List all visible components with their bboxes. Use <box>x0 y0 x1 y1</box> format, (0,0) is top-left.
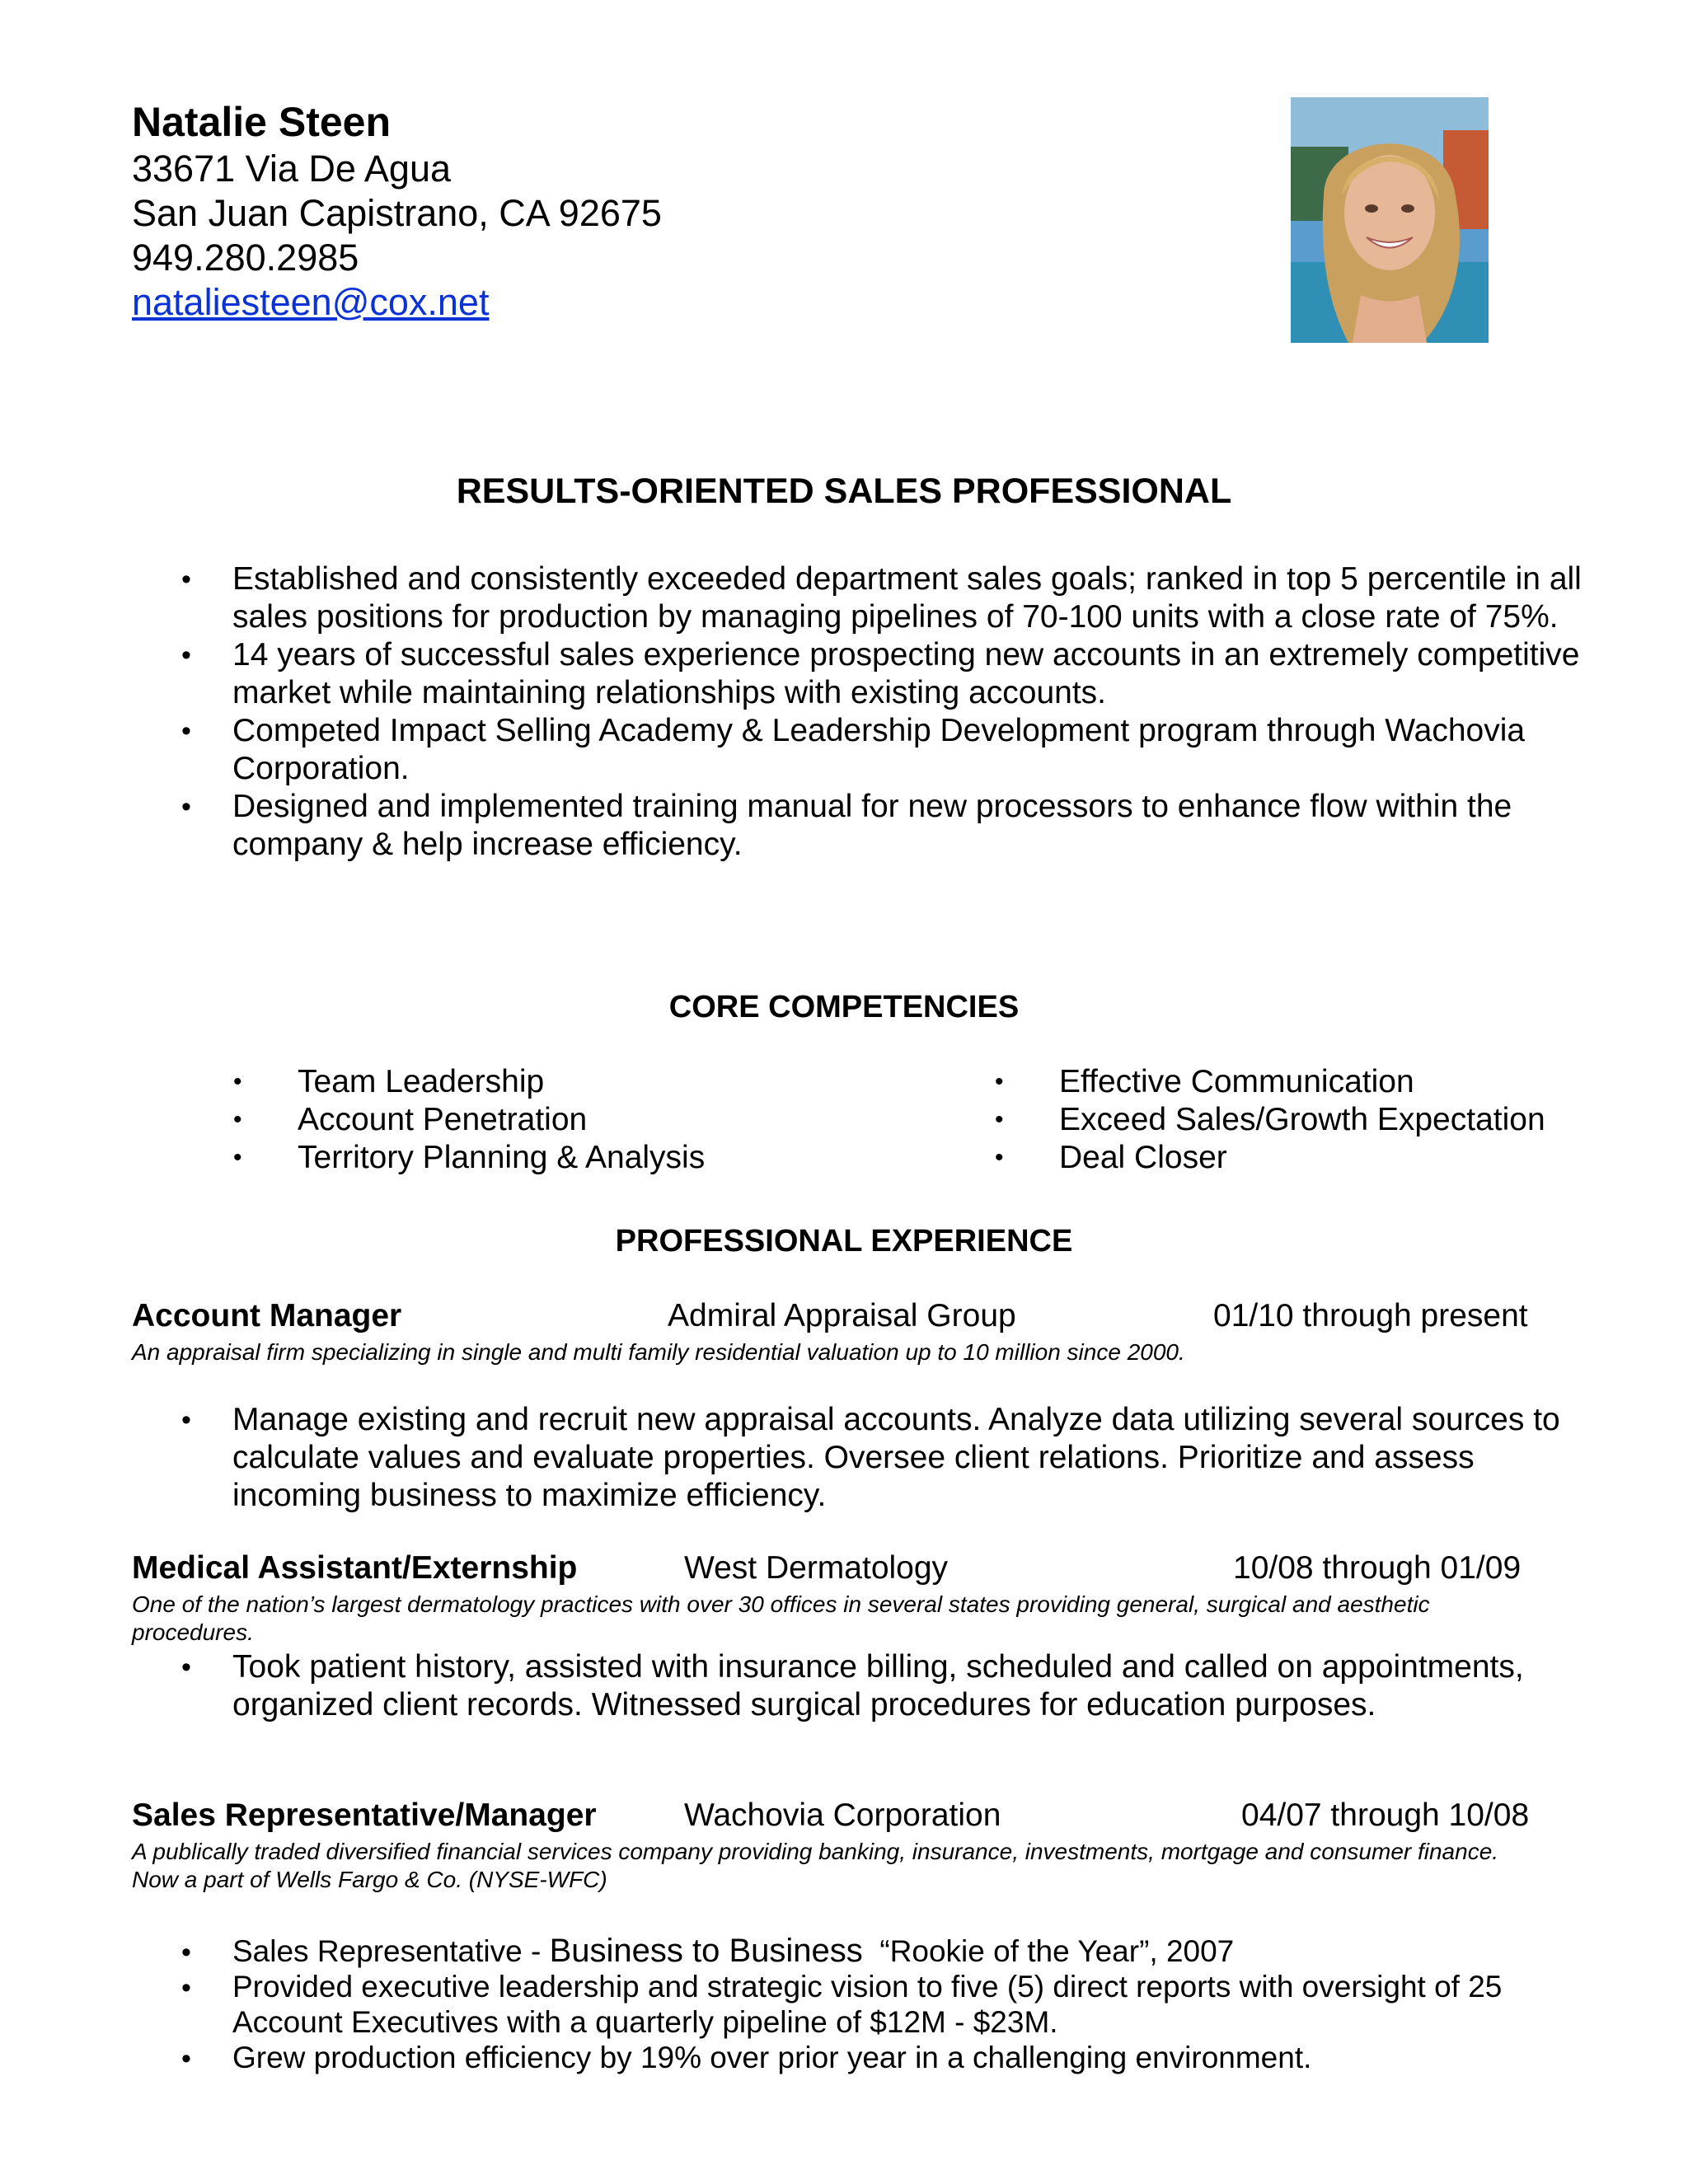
list-item: • Provided executive leadership and strategic vision to five (5) direct reports with oversight of 25 Account Executives with a quarterly pipeline of $12M - $23M. <box>132 1969 1582 2040</box>
list-item: • Competed Impact Selling Academy & Leadership Development program through Wachovia Corporation. <box>132 712 1582 788</box>
job-bullets <box>132 1401 1582 1515</box>
job-company: Admiral Appraisal Group <box>668 1298 1016 1333</box>
job-title: Medical Assistant/Externship <box>132 1550 578 1586</box>
job-description: A publically traded diversified financial services company providing banking, insurance, investments, mortgage and consumer finance. Now a part of Wells Fargo & Co. (NYSE-WFC) <box>132 1839 1499 1892</box>
job-dates: 01/10 through present <box>1213 1298 1528 1333</box>
core-competencies-title: CORE COMPETENCIES <box>668 990 1020 1024</box>
job-header <box>132 1795 1550 1836</box>
job-company: Wachovia Corporation <box>684 1797 1001 1833</box>
job-dates: 10/08 through 01/09 <box>1233 1550 1522 1586</box>
candidate-name: Natalie Steen <box>132 99 392 145</box>
list-item: • Exceed Sales/Growth Expectation <box>995 1101 1545 1139</box>
list-item: • Took patient history, assisted with insurance billing, scheduled and called on appointments, organized client records. Witnessed surgical procedures for education purposes. <box>132 1648 1582 1724</box>
headline: RESULTS-ORIENTED SALES PROFESSIONAL <box>456 471 1232 511</box>
experience-title: PROFESSIONAL EXPERIENCE <box>615 1224 1073 1258</box>
list-item: • Deal Closer <box>995 1139 1545 1177</box>
list-item: • Territory Planning & Analysis <box>233 1139 705 1177</box>
profile-photo <box>1291 97 1489 343</box>
list-item: • Designed and implemented training manual for new processors to enhance flow within the company & help increase efficiency. <box>132 788 1582 864</box>
list-item: • Manage existing and recruit new appraisal accounts. Analyze data utilizing several sources to calculate values and evaluate properties. Oversee client relations. Prioritize and assess incoming business to maximize efficiency. <box>132 1401 1582 1515</box>
list-item: • Grew production efficiency by 19% over prior year in a challenging environment. <box>132 2040 1582 2075</box>
list-item: • Team Leadership <box>233 1063 705 1101</box>
job-bullets <box>132 1648 1582 1724</box>
bullet-suffix: “Rookie of the Year”, 2007 <box>862 1934 1235 1968</box>
bullet-emphasis: Business to Business <box>549 1933 863 1969</box>
job-description: An appraisal firm specializing in single and multi family residential valuation up to 10 million since 2000. <box>132 1339 1185 1365</box>
list-item <box>132 1933 1582 1969</box>
list-item: • Effective Communication <box>995 1063 1545 1101</box>
competencies-right <box>995 1063 1545 1177</box>
address-line-1: 33671 Via De Agua <box>132 148 452 190</box>
job-header <box>132 1548 1550 1589</box>
phone-number: 949.280.2985 <box>132 237 359 279</box>
job-dates: 04/07 through 10/08 <box>1241 1797 1530 1833</box>
email-link[interactable]: nataliesteen@cox.net <box>132 281 490 323</box>
bullet-prefix: Sales Representative - <box>232 1934 550 1968</box>
list-item: • Established and consistently exceeded department sales goals; ranked in top 5 percentile in all sales positions for production by managing pipelines of 70-100 units with a close rate of 75%. <box>132 560 1582 636</box>
competencies-left <box>233 1063 705 1177</box>
job-header <box>132 1296 1550 1337</box>
job-title: Account Manager <box>132 1298 402 1333</box>
contact-header <box>132 97 662 325</box>
address-line-2: San Juan Capistrano, CA 92675 <box>132 192 662 234</box>
job-description: One of the nation’s largest dermatology practices with over 30 offices in several states providing general, surgical and aesthetic procedures. <box>132 1591 1430 1645</box>
list-item: • Account Penetration <box>233 1101 705 1139</box>
job-company: West Dermatology <box>684 1550 949 1586</box>
summary-list <box>132 560 1582 864</box>
job-bullets <box>132 1933 1582 2075</box>
job-title: Sales Representative/Manager <box>132 1797 597 1833</box>
list-item: • 14 years of successful sales experience prospecting new accounts in an extremely competitive market while maintaining relationships with existing accounts. <box>132 636 1582 712</box>
